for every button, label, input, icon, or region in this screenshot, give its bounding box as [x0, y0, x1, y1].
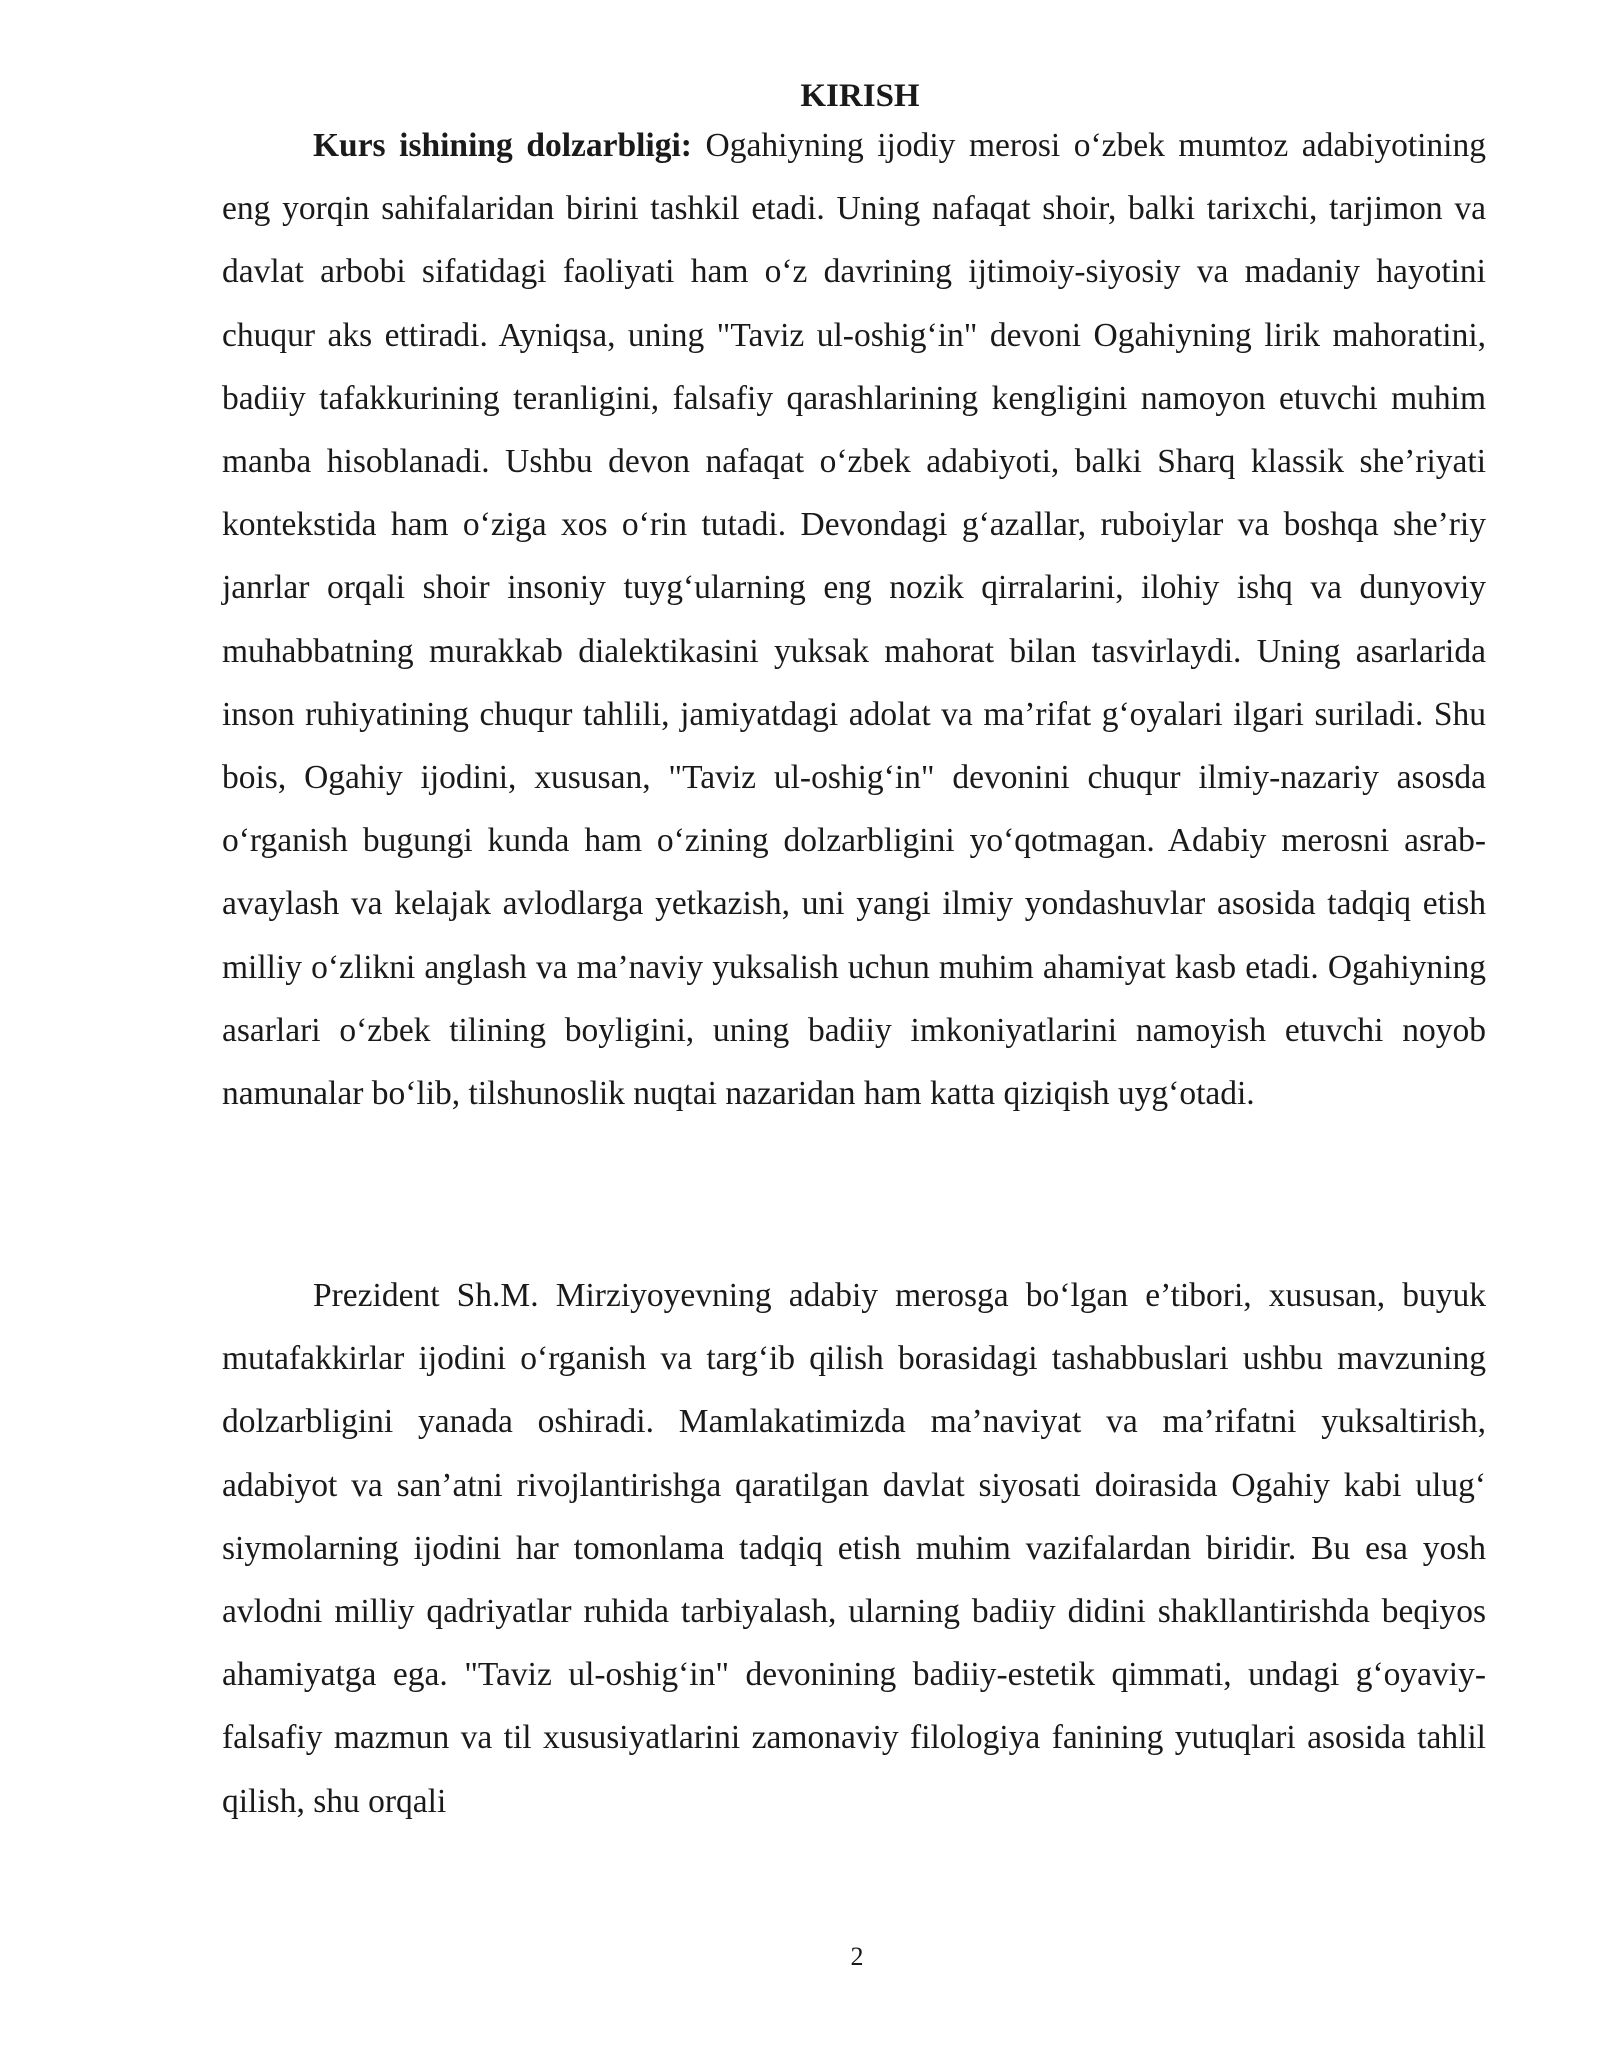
- paragraph-relevance: [222, 114, 1486, 1125]
- paragraph-president-text: Prezident Sh.M. Mirziyoyevning adabiy merosga bo‘lgan e’tibori, xususan, buyuk mutafakkirlar ijodini o‘rganish va targ‘ib qilish borasidagi tashabbuslari ushbu mavzuning dolzarbligini yanada oshiradi. Mamlakatimizda ma’naviyat va ma’rifatni yuksaltirish, adabiyot va san’atni rivojlantirishga qaratilgan davlat siyosati doirasida Ogahiy kabi ulug‘ siymolarning ijodini har tomonlama tadqiq etish muhim vazifalardan biridir. Bu esa yosh avlodni milliy qadriyatlar ruhida tarbiyalash, ularning badiiy didini shakllantirishda beqiyos ahamiyatga ega. "Taviz ul-oshig‘in" devonining badiiy-estetik qimmati, undagi g‘oyaviy-falsafiy mazmun va til xususiyatlarini zamonaviy filologiya fanining yutuqlari asosida tahlil qilish, shu orqali: [222, 1277, 1486, 1820]
- paragraph-president: [222, 1264, 1486, 1833]
- page-number: 2: [850, 1942, 864, 1971]
- paragraph-lead: Kurs ishining dolzarbligi:: [313, 127, 692, 164]
- paragraph-relevance-text: Ogahiyning ijodiy merosi o‘zbek mumtoz adabiyotining eng yorqin sahifalaridan birini tashkil etadi. Uning nafaqat shoir, balki tarixchi, tarjimon va davlat arbobi sifatidagi faoliyati ham o‘z davrining ijtimoiy-siyosiy va madaniy hayotini chuqur aks ettiradi. Ayniqsa, uning "Taviz ul-oshig‘in" devoni Ogahiyning lirik mahoratini, badiiy tafakkurining teranligini, falsafiy qarashlarining kengligini namoyon etuvchi muhim manba hisoblanadi. Ushbu devon nafaqat o‘zbek adabiyoti, balki Sharq klassik she’riyati kontekstida ham o‘ziga xos o‘rin tutadi. Devondagi g‘azallar, ruboiylar va boshqa she’riy janrlar orqali shoir insoniy tuyg‘ularning eng nozik qirralarini, ilohiy ishq va dunyoviy muhabbatning murakkab dialektikasini yuksak mahorat bilan tasvirlaydi. Uning asarlarida inson ruhiyatining chuqur tahlili, jamiyatdagi adolat va ma’rifat g‘oyalari ilgari suriladi. Shu bois, Ogahiy ijodini, xususan, "Taviz ul-oshig‘in" devonini chuqur ilmiy-nazariy asosda o‘rganish bugungi kunda ham o‘zining dolzarbligini yo‘qotmagan. Adabiy merosni asrab-avaylash va kelajak avlodlarga yetkazish, uni yangi ilmiy yondashuvlar asosida tadqiq etish milliy o‘zlikni anglash va ma’naviy yuksalish uchun muhim ahamiyat kasb etadi. Ogahiyning asarlari o‘zbek tilining boyligini, uning badiiy imkoniyatlarini namoyish etuvchi noyob namunalar bo‘lib, tilshunoslik nuqtai nazaridan ham katta qiziqish uyg‘otadi.: [222, 127, 1486, 1113]
- page-title: KIRISH: [800, 78, 920, 114]
